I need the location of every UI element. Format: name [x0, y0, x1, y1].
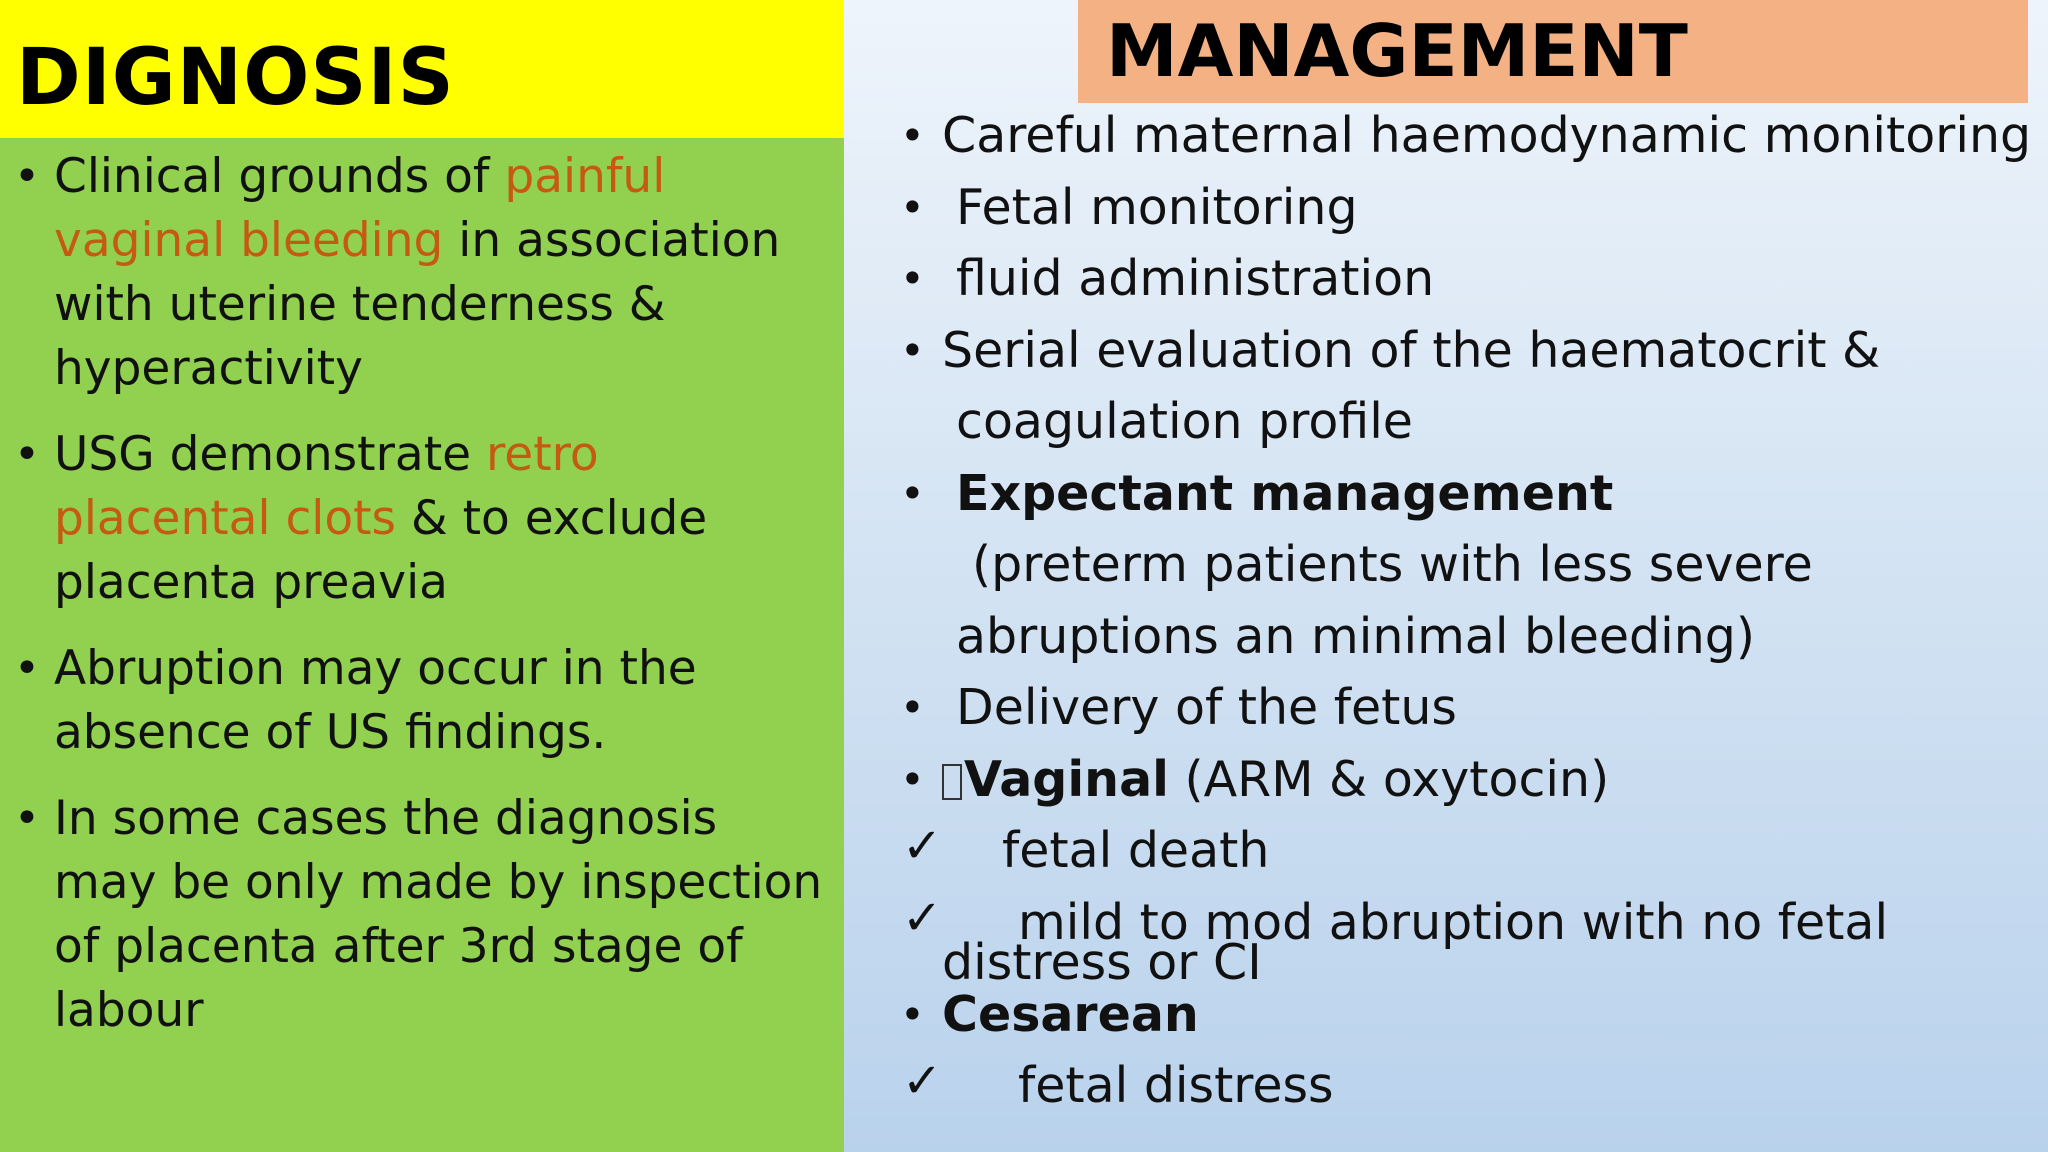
bullet-icon: • [900, 111, 925, 160]
management-item-expectant-note: (preterm patients with less severe [972, 536, 1813, 593]
diagnosis-item-usg: • USG demonstrate retro placental clots & to exclude placenta preavia [0, 423, 830, 615]
management-item-fetal-death: ✓ fetal death [898, 815, 2048, 887]
bullet-icon: • [900, 254, 925, 303]
bullet-icon: • [900, 182, 925, 232]
checkmark-icon: ✓ [902, 1053, 943, 1109]
unknown-glyph-icon [942, 764, 962, 800]
management-item-mild-abruption: ✓ mild to mod abruption with no fetal distress or CI [898, 887, 2048, 979]
bullet-icon: • [14, 643, 40, 694]
bullet-icon: • [900, 683, 925, 732]
bullet-icon: • [14, 429, 40, 480]
bullet-icon: • [14, 793, 40, 844]
management-item-expectant: • Expectant management [898, 458, 2048, 530]
management-item-maternal-monitoring: • Careful maternal haemodynamic monitoring [898, 100, 2048, 172]
checkmark-icon: ✓ [902, 889, 943, 946]
management-item-delivery: • Delivery of the fetus [898, 672, 2048, 744]
management-item-serial-evaluation-cont: coagulation profile [956, 393, 1413, 450]
management-title: MANAGEMENT [1106, 9, 1688, 93]
bullet-icon: • [900, 754, 925, 804]
diagnosis-list [0, 145, 830, 1065]
management-item-fetal-distress: ✓ fetal distress [898, 1050, 2048, 1122]
bullet-icon: • [900, 989, 925, 1039]
management-item-cesarean: • Cesarean [898, 979, 2048, 1051]
management-list [898, 100, 2048, 1122]
management-item-expectant-note-cont: abruptions an minimal bleeding) [956, 607, 1756, 665]
bullet-icon: • [900, 325, 925, 375]
management-item-serial-evaluation: • Serial evaluation of the haematocrit & [898, 315, 2048, 387]
highlight-text: painful vaginal bleeding [54, 149, 666, 268]
diagnosis-item-inspection: • In some cases the diagnosis may be only made by inspection of placenta after 3rd stage of labour [0, 787, 830, 1043]
diagnosis-title: DIGNOSIS [16, 33, 455, 123]
diagnosis-item-abruption: • Abruption may occur in the absence of US findings. [0, 637, 830, 765]
bullet-icon: • [14, 151, 40, 202]
bullet-icon: • [900, 468, 925, 518]
management-item-vaginal: • Vaginal (ARM & oxytocin) [898, 744, 2048, 816]
highlight-text: retro placental clots [54, 427, 599, 546]
diagnosis-item-clinical: • Clinical grounds of painful vaginal bleeding in association with uterine tenderness & hyperactivity [0, 145, 830, 401]
checkmark-icon: ✓ [902, 818, 943, 874]
management-item-fluid: • fluid administration [898, 243, 2048, 315]
management-item-fetal-monitoring: • Fetal monitoring [898, 172, 2048, 244]
